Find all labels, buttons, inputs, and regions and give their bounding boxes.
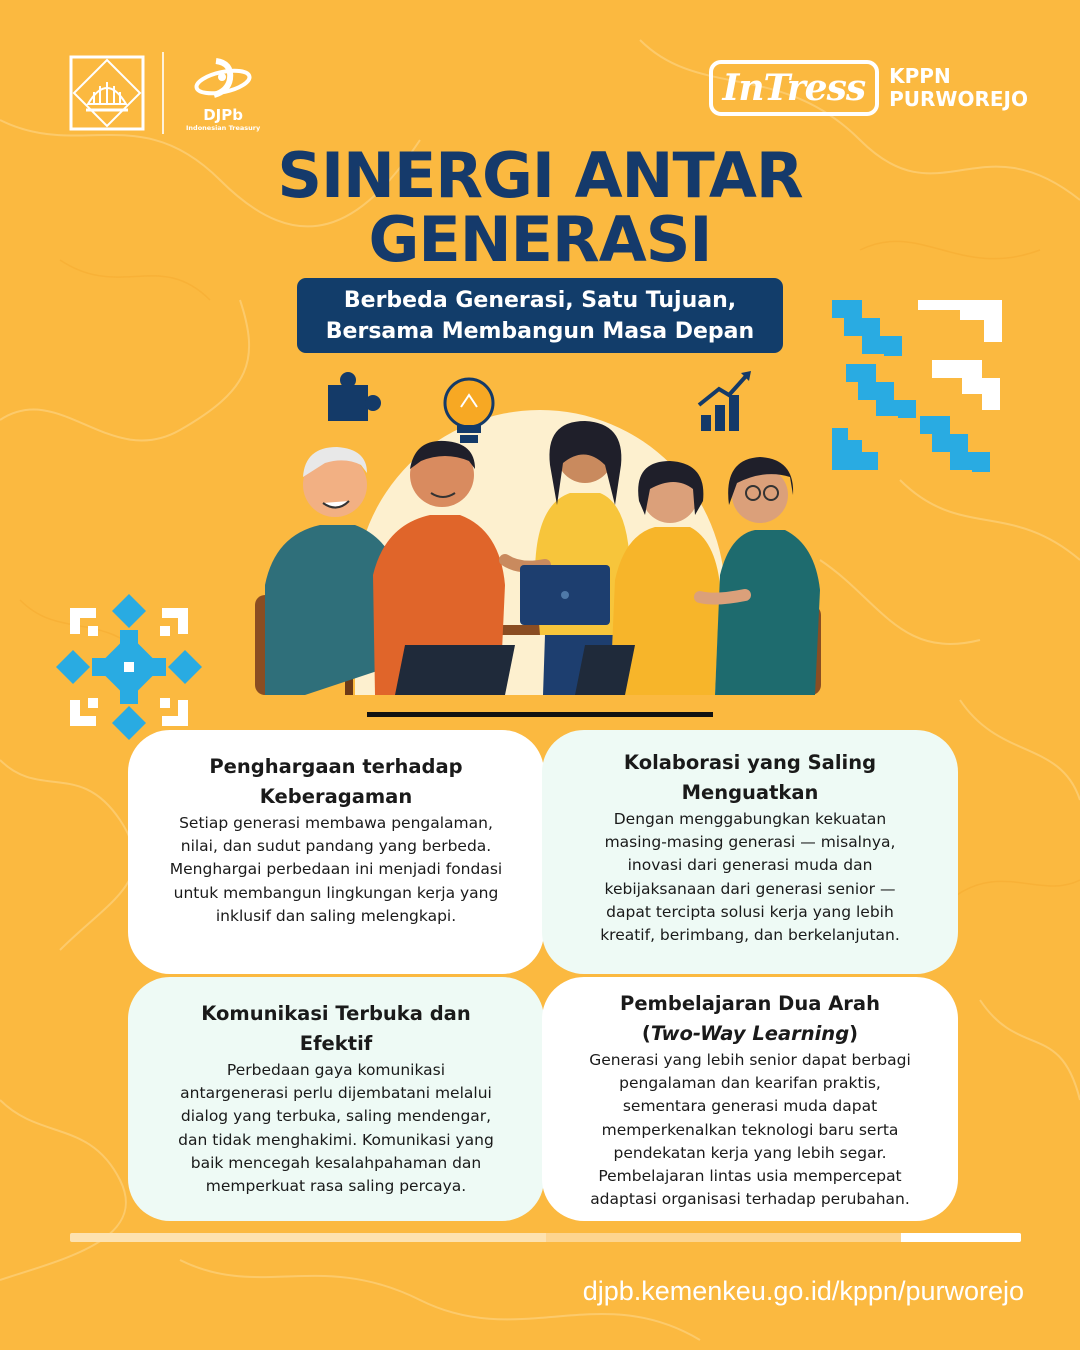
card-keberagaman [128,730,544,974]
kemenkeu-emblem-icon [68,54,146,132]
header-left-logos [68,52,260,134]
card-body-line: Pembelajaran lintas usia mempercepat [598,1167,902,1186]
card-title [150,752,522,812]
subtitle-line1: Berbeda Generasi, Satu Tujuan, [343,287,737,313]
card-title-line1: Komunikasi Terbuka dan [201,1002,471,1025]
card-title-line1: Pembelajaran Dua Arah [620,992,880,1015]
staircase-decoration [832,300,1002,472]
footer-bar [70,1233,1021,1242]
page-title-line1: SINERGI ANTAR [277,139,803,212]
card-body-line: dan tidak menghakimi. Komunikasi yang [178,1130,494,1149]
card-title [564,748,936,808]
card-body-line: antargenerasi perlu dijembatani melalui [180,1084,492,1103]
subtitle-line2: Bersama Membangun Masa Depan [325,318,755,344]
card-body-line: pendekatan kerja yang lebih segar. [613,1143,887,1162]
page-title [0,139,1080,276]
footer-bar-segment [901,1233,1021,1242]
card-body-line: adaptasi organisasi terhadap perubahan. [590,1190,910,1209]
card-body-line: Setiap generasi membawa pengalaman, [179,814,493,832]
italic-term: Two-Way Learning [650,1022,850,1045]
card-body-line: Dengan menggabungkan kekuatan [613,810,887,828]
card-title [150,999,522,1059]
paren-open: ( [641,1022,651,1045]
subtitle-banner [297,278,783,353]
djpb-logo-subtext: Indonesian Treasury [186,123,261,132]
card-title-line2: Efektif [299,1032,373,1055]
djpb-logo-icon [192,55,254,105]
card-body-line: untuk membangun lingkungan kerja yang [173,883,499,902]
card-komunikasi [128,977,544,1221]
card-body-line: masing-masing generasi — misalnya, [604,833,896,852]
header-divider [162,52,164,134]
team-illustration [245,365,835,695]
card-body-line: dapat tercipta solusi kerja yang lebih [606,902,894,921]
card-body-line: nilai, dan sudut pandang yang berbeda. [180,837,492,856]
card-title [564,989,936,1049]
card-body-line: kebijaksanaan dari generasi senior — [604,879,896,898]
card-body-line: inklusif dan saling melengkapi. [215,906,457,925]
paren-close: ) [849,1022,859,1045]
djpb-logo-text: DJPb [203,105,243,124]
card-body [564,808,936,947]
card-body [564,1049,936,1211]
card-title-line2 [564,1019,936,1049]
card-title-line1: Penghargaan terhadap [209,755,463,778]
card-kolaborasi [542,730,958,974]
card-title-line1: Kolaborasi yang Saling [623,751,877,774]
divider-line [367,712,713,717]
card-title-line2: Menguatkan [681,781,819,804]
djpb-logo [186,55,260,132]
card-body-line: Perbedaan gaya komunikasi [226,1061,446,1079]
card-body-line: baik mencegah kesalahpahaman dan [190,1153,482,1172]
card-body-line: memperkuat rasa saling percaya. [205,1177,467,1196]
puzzle-icon [328,372,381,421]
intress-logo: InTress [709,60,880,116]
card-body-line: inovasi dari generasi muda dan [627,856,873,875]
header-right-logo [709,60,1028,116]
card-body-line: Generasi yang lebih senior dapat berbagi [589,1051,911,1069]
laptop [520,565,610,625]
card-title-line2: Keberagaman [259,785,413,808]
website-link[interactable]: djpb.kemenkeu.go.id/kppn/purworejo [582,1276,1024,1306]
card-body-line: memperkenalkan teknologi baru serta [601,1120,899,1139]
kppn-name [889,65,1028,111]
card-pembelajaran [542,977,958,1221]
growth-chart-icon [699,371,751,431]
card-body [150,1059,522,1198]
ornament-decoration [56,594,202,740]
footer-bar-segment [546,1233,901,1242]
card-body-line: sementara generasi muda dapat [622,1097,878,1116]
card-body-line: Menghargai perbedaan ini menjadi fondasi [169,860,503,879]
page-title-line2: GENERASI [368,203,712,276]
kppn-line2: PURWOREJO [889,87,1028,111]
card-body-line: kreatif, berimbang, dan berkelanjutan. [600,926,900,945]
kppn-line1: KPPN [889,64,951,88]
card-body [150,812,522,928]
card-body-line: pengalaman dan kearifan praktis, [619,1074,881,1093]
card-body-line: dialog yang terbuka, saling mendengar, [180,1107,492,1126]
